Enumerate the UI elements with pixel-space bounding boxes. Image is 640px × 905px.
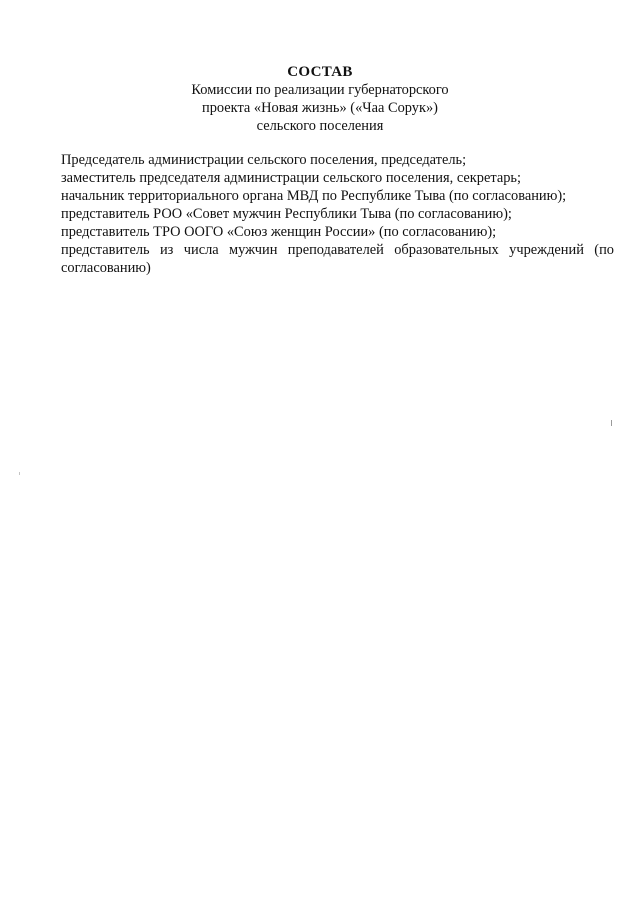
member-item-teachers: представитель из числа мужчин преподавателей образовательных учреждений (по согласованию) <box>61 242 614 276</box>
member-item-women-union: представитель ТРО ООГО «Союз женщин России» (по согласованию); <box>61 224 497 240</box>
member-item-men-council: представитель РОО «Совет мужчин Республики Тыва (по согласованию); <box>61 206 512 222</box>
members-list <box>61 151 614 277</box>
scan-artifact <box>611 420 612 426</box>
scan-artifact <box>19 472 20 475</box>
document-header <box>0 63 640 135</box>
subtitle-line-1: Комиссии по реализации губернаторского <box>191 82 449 98</box>
subtitle-line-2: проекта «Новая жизнь» («Чаа Сорук») <box>202 100 438 116</box>
member-item-chairman: Председатель администрации сельского поселения, председатель; <box>61 152 467 168</box>
member-item-mvd: начальник территориального органа МВД по Республике Тыва (по согласованию); <box>61 188 567 204</box>
member-item-secretary: заместитель председателя администрации сельского поселения, секретарь; <box>61 170 521 186</box>
subtitle-line-3: сельского поселения <box>256 118 384 134</box>
document-title: СОСТАВ <box>287 64 353 80</box>
